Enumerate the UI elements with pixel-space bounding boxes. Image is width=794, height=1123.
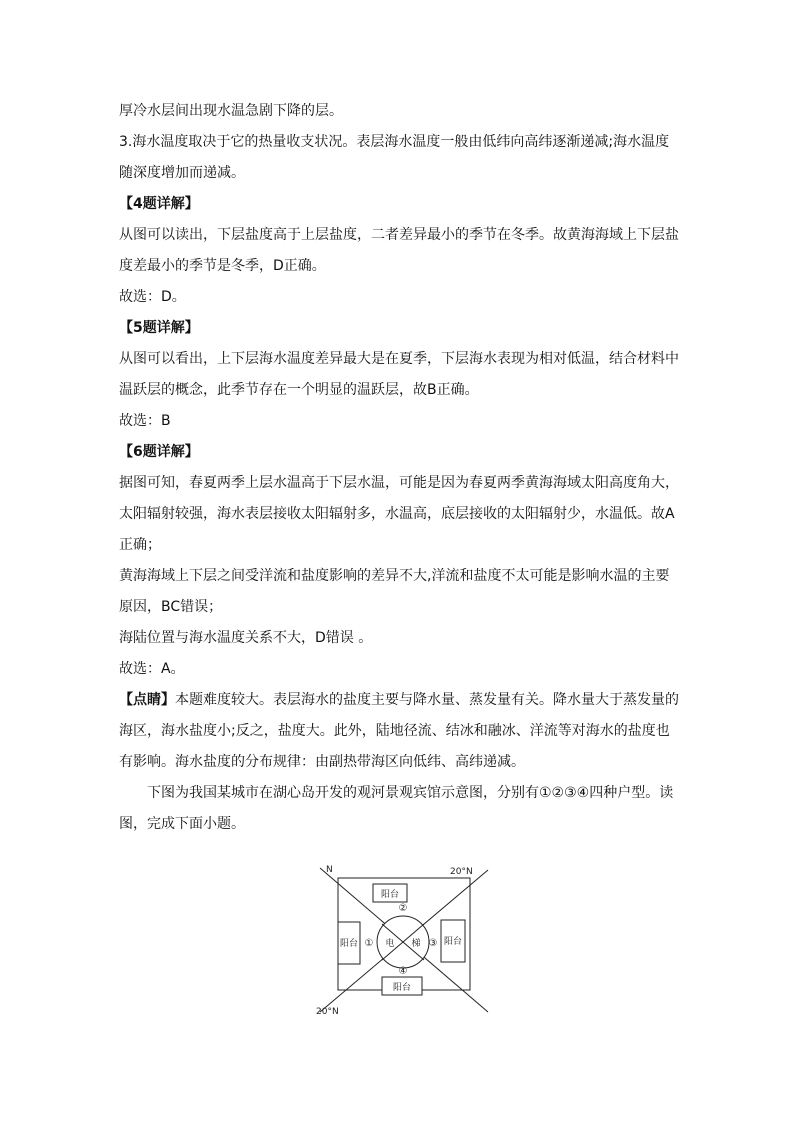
text-line: 从图可以看出，上下层海水温度差异最大是在夏季，下层海水表现为相对低温，结合材料中 (119, 351, 679, 367)
text-line (119, 623, 679, 654)
balcony-top-label: 阳台 (380, 890, 400, 900)
text-line: 黄海海域上下层之间受洋流和盐度影响的差异不大,洋流和盐度不太可能是影响水温的主要 (119, 568, 670, 584)
north-label: N (326, 865, 333, 875)
text-line: 原因，BC错误； (119, 599, 223, 615)
unit-2-label: ② (398, 903, 408, 914)
unit-1-label: ① (364, 938, 374, 949)
diagram-svg (310, 860, 500, 1020)
tip-line (119, 685, 679, 716)
hotel-layout-diagram (310, 860, 500, 1020)
balcony-right-label: 阳台 (443, 937, 463, 947)
unit-3-label: ③ (428, 938, 438, 949)
tip-line: 海区，海水盐度小;反之，盐度大。此外，陆地径流、结冰和融冰、洋流等对海水的盐度也 (119, 723, 670, 739)
text-line: 温跃层的概念，此季节存在一个明显的温跃层，故B正确。 (119, 382, 479, 398)
period-mark: 。 (353, 630, 373, 646)
elevator-label-2: 梯 (411, 939, 421, 949)
text-line: 正确； (119, 537, 161, 553)
answer-line: 故选：A。 (119, 661, 185, 677)
answer-line: 故选：B (119, 413, 171, 429)
text-line: 3.海水温度取决于它的热量收支状况。表层海水温度一般由低纬向高纬逐渐递减;海水温度 (119, 134, 670, 150)
unit-4-label: ④ (398, 966, 408, 977)
text-line: 度差最小的季节是冬季，D正确。 (119, 258, 326, 274)
text-line: 从图可以读出，下层盐度高于上层盐度，二者差异最小的季节在冬季。故黄海海域上下层盐 (119, 227, 679, 243)
section-heading-q5: 【5题详解】 (119, 320, 199, 336)
answer-line: 故选：D。 (119, 289, 186, 305)
tip-line: 有影响。海水盐度的分布规律：由副热带海区向低纬、高纬递减。 (119, 754, 525, 770)
question-intro: 图，完成下面小题。 (119, 816, 245, 832)
tip-label: 【点睛】 (119, 692, 175, 708)
text-line: 太阳辐射较强，海水表层接收太阳辐射多，水温高，底层接收的太阳辐射少，水温低。故A (119, 506, 675, 522)
section-heading-q4: 【4题详解】 (119, 196, 199, 212)
text-line: 随深度增加而递减。 (119, 165, 245, 181)
balcony-bottom-label: 阳台 (392, 983, 412, 993)
document-body (119, 96, 679, 840)
tip-text: 本题难度较大。表层海水的盐度主要与降水量、蒸发量有关。降水量大于蒸发量的 (175, 692, 679, 708)
section-heading-q6: 【6题详解】 (119, 444, 199, 460)
balcony-left-label: 阳台 (339, 939, 359, 949)
latitude-label-top: 20°N (450, 867, 473, 877)
elevator-label-1: 电 (385, 939, 395, 949)
text-line: 据图可知，春夏两季上层水温高于下层水温，可能是因为春夏两季黄海海域太阳高度角大， (119, 475, 679, 491)
question-intro: 下图为我国某城市在湖心岛开发的观河景观宾馆示意图，分别有①②③④四种户型。读 (147, 785, 674, 801)
latitude-label-bottom: 20°N (316, 1007, 339, 1017)
text-line: 厚冷水层间出现水温急剧下降的层。 (119, 103, 343, 119)
text-span: 海陆位置与海水温度关系不大，D错误 (119, 630, 354, 646)
